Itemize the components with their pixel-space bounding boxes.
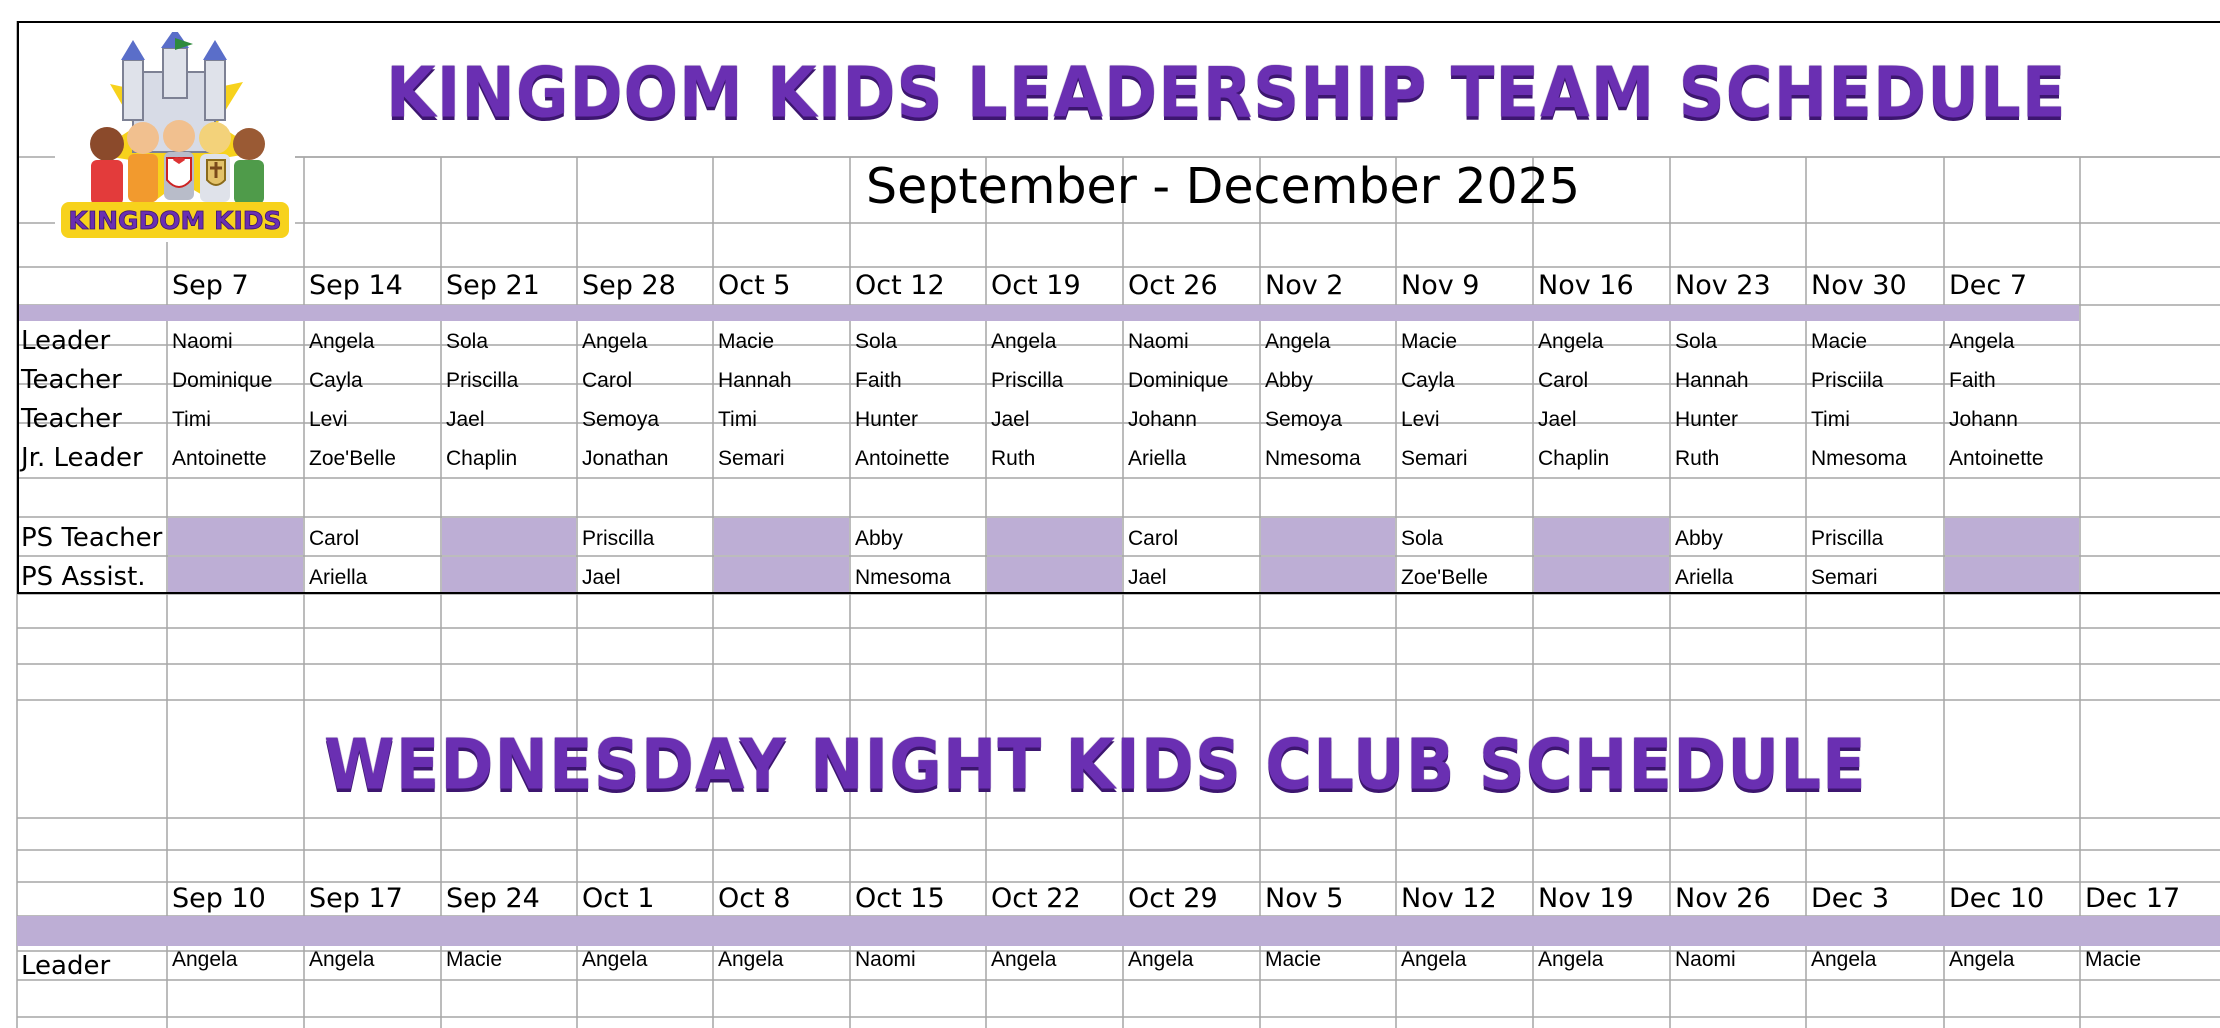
role-label: PS Teacher xyxy=(21,523,163,553)
schedule-cell: Cayla xyxy=(1401,369,1455,392)
schedule-cell: Jael xyxy=(1128,566,1167,589)
date-header: Sep 21 xyxy=(446,270,540,301)
date-header: Dec 7 xyxy=(1949,270,2028,301)
schedule-cell: Carol xyxy=(582,369,633,392)
role-label: Jr. Leader xyxy=(21,443,143,473)
schedule-cell: Antoinette xyxy=(172,447,267,470)
schedule-cell: Macie xyxy=(446,948,503,971)
schedule-cell: Semari xyxy=(1811,566,1878,589)
date-header: Oct 22 xyxy=(991,883,1081,914)
schedule-cell: Dominique xyxy=(172,369,273,392)
date-header: Oct 1 xyxy=(582,883,655,914)
date-header: Dec 10 xyxy=(1949,883,2045,914)
schedule-cell: Jael xyxy=(446,408,485,431)
schedule-cell: Sola xyxy=(446,330,489,353)
schedule-cell: Naomi xyxy=(172,330,233,353)
date-header: Oct 15 xyxy=(855,883,945,914)
schedule-cell: Johann xyxy=(1128,408,1197,431)
logo-text: KINGDOM KIDS xyxy=(68,206,282,235)
schedule-cell: Faith xyxy=(855,369,902,392)
schedule-cell: Faith xyxy=(1949,369,1996,392)
schedule-cell: Angela xyxy=(309,948,375,971)
schedule-cell: Ariella xyxy=(1675,566,1734,589)
schedule-cell: Prisciila xyxy=(1811,369,1884,392)
date-header: Nov 23 xyxy=(1675,270,1771,301)
date-header: Nov 9 xyxy=(1401,270,1480,301)
schedule-cell: Angela xyxy=(1811,948,1877,971)
schedule-cell: Sola xyxy=(1675,330,1718,353)
schedule-cell: Timi xyxy=(172,408,211,431)
date-header: Oct 29 xyxy=(1128,883,1218,914)
role-label: Leader xyxy=(21,951,111,981)
date-header: Nov 30 xyxy=(1811,270,1907,301)
date-header: Sep 14 xyxy=(309,270,403,301)
schedule-cell: Hunter xyxy=(855,408,919,431)
schedule-cell: Naomi xyxy=(855,948,916,971)
date-header: Sep 10 xyxy=(172,883,266,914)
schedule-cell: Abby xyxy=(855,527,903,550)
date-header: Nov 5 xyxy=(1265,883,1344,914)
schedule-cell: Angela xyxy=(1949,330,2015,353)
date-header: Oct 19 xyxy=(991,270,1081,301)
date-header: Nov 12 xyxy=(1401,883,1497,914)
schedule-cell: Semari xyxy=(1401,447,1468,470)
schedule-cell: Chaplin xyxy=(1538,447,1610,470)
schedule-cell: Angela xyxy=(991,330,1057,353)
schedule-cell: Ruth xyxy=(991,447,1036,470)
date-header: Nov 2 xyxy=(1265,270,1344,301)
date-header: Nov 19 xyxy=(1538,883,1634,914)
date-header: Oct 26 xyxy=(1128,270,1218,301)
schedule-cell: Angela xyxy=(1538,948,1604,971)
date-header: Sep 24 xyxy=(446,883,540,914)
schedule-cell: Naomi xyxy=(1675,948,1736,971)
date-header: Sep 28 xyxy=(582,270,676,301)
schedule-cell: Johann xyxy=(1949,408,2018,431)
schedule-cell: Ariella xyxy=(1128,447,1187,470)
date-header: Sep 7 xyxy=(172,270,249,301)
schedule-cell: Dominique xyxy=(1128,369,1229,392)
date-header: Nov 26 xyxy=(1675,883,1771,914)
schedule-cell: Timi xyxy=(1811,408,1850,431)
schedule-cell: Angela xyxy=(172,948,238,971)
schedule-cell: Priscilla xyxy=(582,527,655,550)
date-header: Oct 8 xyxy=(718,883,791,914)
schedule-cell: Zoe'Belle xyxy=(309,447,396,470)
schedule-cell: Angela xyxy=(1265,330,1331,353)
date-header: Oct 12 xyxy=(855,270,945,301)
schedule-cell: Hannah xyxy=(718,369,792,392)
schedule-cell: Jael xyxy=(1538,408,1577,431)
schedule-cell: Levi xyxy=(309,408,348,431)
schedule-cell: Angela xyxy=(582,330,648,353)
role-label: Teacher xyxy=(21,365,122,395)
schedule-cell: Macie xyxy=(1401,330,1458,353)
schedule-cell: Zoe'Belle xyxy=(1401,566,1488,589)
schedule-cell: Angela xyxy=(582,948,648,971)
schedule-cell: Timi xyxy=(718,408,757,431)
schedule-cell: Hannah xyxy=(1675,369,1749,392)
schedule-cell: Antoinette xyxy=(855,447,950,470)
schedule-cell: Levi xyxy=(1401,408,1440,431)
schedule-cell: Carol xyxy=(1538,369,1589,392)
schedule-cell: Sola xyxy=(1401,527,1444,550)
leadership-subtitle: September - December 2025 xyxy=(866,158,1581,215)
schedule-cell: Chaplin xyxy=(446,447,518,470)
kingdom-kids-logo xyxy=(55,32,295,242)
schedule-cell: Angela xyxy=(1401,948,1467,971)
schedule-cell: Semoya xyxy=(582,408,660,431)
schedule-cell: Abby xyxy=(1265,369,1313,392)
leadership-title: KINGDOM KIDS LEADERSHIP TEAM SCHEDULE xyxy=(386,54,2067,134)
role-label: Leader xyxy=(21,326,111,356)
schedule-cell: Nmesoma xyxy=(1265,447,1361,470)
date-header: Oct 5 xyxy=(718,270,791,301)
schedule-cell: Jael xyxy=(582,566,621,589)
schedule-cell: Carol xyxy=(309,527,360,550)
schedule-cell: Priscilla xyxy=(446,369,519,392)
schedule-cell: Nmesoma xyxy=(855,566,951,589)
schedule-cell: Jonathan xyxy=(582,447,669,470)
schedule-cell: Naomi xyxy=(1128,330,1189,353)
schedule-cell: Antoinette xyxy=(1949,447,2044,470)
schedule-cell: Ariella xyxy=(309,566,368,589)
schedule-cell: Macie xyxy=(1265,948,1322,971)
schedule-cell: Macie xyxy=(718,330,775,353)
schedule-cell: Angela xyxy=(309,330,375,353)
schedule-cell: Jael xyxy=(991,408,1030,431)
schedule-cell: Angela xyxy=(1128,948,1194,971)
schedule-cell: Semari xyxy=(718,447,785,470)
schedule-cell: Sola xyxy=(855,330,898,353)
schedule-cell: Priscilla xyxy=(991,369,1064,392)
schedule-cell: Carol xyxy=(1128,527,1179,550)
wednesday-header-band xyxy=(17,916,2220,946)
schedule-cell: Priscilla xyxy=(1811,527,1884,550)
wednesday-title: WEDNESDAY NIGHT KIDS CLUB SCHEDULE xyxy=(324,726,1867,806)
schedule-cell: Angela xyxy=(718,948,784,971)
schedule-cell: Angela xyxy=(1538,330,1604,353)
schedule-cell: Nmesoma xyxy=(1811,447,1907,470)
schedule-cell: Ruth xyxy=(1675,447,1720,470)
date-header: Nov 16 xyxy=(1538,270,1634,301)
schedule-cell: Macie xyxy=(1811,330,1868,353)
role-label: Teacher xyxy=(21,404,122,434)
schedule-cell: Abby xyxy=(1675,527,1723,550)
date-header: Dec 3 xyxy=(1811,883,1890,914)
date-header: Dec 17 xyxy=(2085,883,2181,914)
schedule-cell: Macie xyxy=(2085,948,2142,971)
role-label: PS Assist. xyxy=(21,562,146,592)
schedule-cell: Cayla xyxy=(309,369,363,392)
schedule-cell: Hunter xyxy=(1675,408,1739,431)
schedule-cell: Semoya xyxy=(1265,408,1343,431)
schedule-cell: Angela xyxy=(1949,948,2015,971)
date-header: Sep 17 xyxy=(309,883,403,914)
schedule-cell: Angela xyxy=(991,948,1057,971)
